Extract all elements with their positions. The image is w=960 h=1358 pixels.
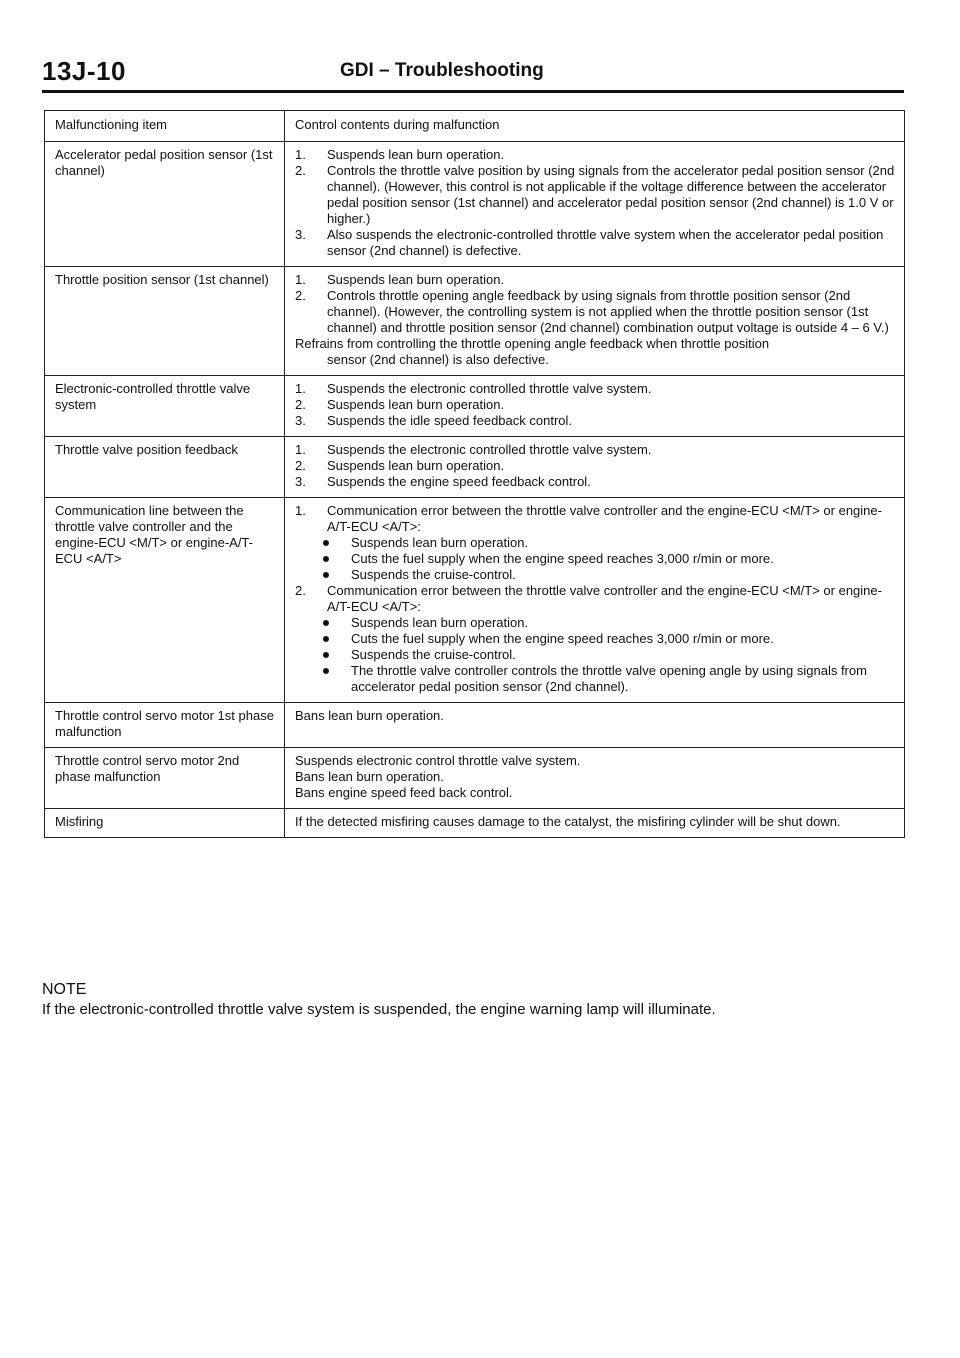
control-line: Bans engine speed feed back control.: [295, 785, 513, 800]
step-number: 1.: [295, 381, 306, 396]
table-header-row: [45, 111, 905, 142]
step-text: Controls throttle opening angle feedback by using signals from throttle position sensor (2nd channel). (However, the controlling system is not applied when the throttle position sensor (1st channel) and throttle position sensor (2nd channel) combination output voltage is outside 4 – 6 V.): [327, 288, 889, 335]
control-contents: [285, 809, 905, 838]
table-row: [45, 437, 905, 498]
bullet-item: Suspends the cruise-control.: [295, 567, 896, 583]
malfunction-item: Communication line between the throttle valve controller and the engine-ECU <M/T> or engine-A/T-ECU <A/T>: [45, 498, 285, 703]
malfunction-item: Throttle valve position feedback: [45, 437, 285, 498]
control-contents: [285, 748, 905, 809]
step-text: Suspends the idle speed feedback control.: [327, 413, 573, 428]
malfunction-item: Throttle position sensor (1st channel): [45, 267, 285, 376]
step: [295, 503, 896, 583]
step-number: 3.: [295, 227, 306, 242]
step: [295, 413, 896, 429]
note-block: [42, 980, 912, 1020]
page-number: 13J-10: [42, 56, 126, 86]
column-header-item: Malfunctioning item: [45, 111, 285, 142]
control-contents: [285, 376, 905, 437]
step-text: Suspends the engine speed feedback control.: [327, 474, 591, 489]
bullet-item: Suspends the cruise-control.: [295, 647, 896, 663]
step: [295, 474, 896, 490]
step-number: 3.: [295, 474, 306, 489]
bullet-item: Suspends lean burn operation.: [295, 535, 896, 551]
table-row: [45, 498, 905, 703]
step: [295, 397, 896, 413]
step-text: Suspends lean burn operation.: [327, 147, 505, 162]
table-row: [45, 748, 905, 809]
page-header: [42, 56, 904, 86]
step: [295, 163, 896, 227]
step: [295, 442, 896, 458]
step-number: 3.: [295, 413, 306, 428]
step-text: Communication error between the throttle valve controller and the engine-ECU <M/T> or engine-A/T-ECU <A/T>:: [327, 583, 882, 614]
troubleshooting-table: [44, 110, 905, 838]
table-row: [45, 376, 905, 437]
control-line: Suspends electronic control throttle valve system.: [295, 753, 581, 768]
step-text: Suspends lean burn operation.: [327, 272, 505, 287]
step: [295, 272, 896, 288]
bullet-item: Suspends lean burn operation.: [295, 615, 896, 631]
step-number: 1.: [295, 272, 306, 287]
malfunction-item: Electronic-controlled throttle valve system: [45, 376, 285, 437]
step-text: Suspends lean burn operation.: [327, 397, 505, 412]
step-number: 2.: [295, 288, 306, 303]
malfunction-item: Throttle control servo motor 2nd phase malfunction: [45, 748, 285, 809]
table-row: [45, 142, 905, 267]
control-contents: [285, 142, 905, 267]
step-text: Suspends lean burn operation.: [327, 458, 505, 473]
step-text: Controls the throttle valve position by using signals from the accelerator pedal position sensor (2nd channel). (However, this control is not applicable if the voltage difference between the accelerator pedal position sensor (1st channel) and accelerator pedal position sensor (2nd channel) is 1.0 V or higher.): [327, 163, 895, 226]
control-line: Bans lean burn operation.: [295, 708, 444, 723]
note-text: If the electronic-controlled throttle valve system is suspended, the engine warning lamp will illuminate.: [42, 1001, 716, 1018]
bullet-item: Cuts the fuel supply when the engine speed reaches 3,000 r/min or more.: [295, 551, 896, 567]
control-line: If the detected misfiring causes damage to the catalyst, the misfiring cylinder will be shut down.: [295, 814, 841, 829]
step-number: 2.: [295, 583, 306, 598]
page-title: GDI – Troubleshooting: [340, 60, 544, 81]
step: [295, 583, 896, 695]
step-number: 1.: [295, 147, 306, 162]
step: [295, 381, 896, 397]
malfunction-item: Throttle control servo motor 1st phase malfunction: [45, 703, 285, 748]
control-contents: [285, 267, 905, 376]
step-number: 2.: [295, 397, 306, 412]
bullet-item: The throttle valve controller controls the throttle valve opening angle by using signals from accelerator pedal position sensor (2nd channel).: [295, 663, 896, 695]
step: [295, 288, 896, 336]
step-number: 1.: [295, 442, 306, 457]
step: [295, 227, 896, 259]
table-row: [45, 267, 905, 376]
step: [295, 458, 896, 474]
control-contents: [285, 437, 905, 498]
step-number: 1.: [295, 503, 306, 518]
refrain-note-line: sensor (2nd channel) is also defective.: [327, 352, 549, 367]
control-contents: [285, 498, 905, 703]
step-text: Also suspends the electronic-controlled throttle valve system when the accelerator pedal position sensor (2nd channel) is defective.: [327, 227, 884, 258]
malfunction-item: Misfiring: [45, 809, 285, 838]
malfunction-item: Accelerator pedal position sensor (1st channel): [45, 142, 285, 267]
step-text: Suspends the electronic controlled throttle valve system.: [327, 381, 652, 396]
step-text: Communication error between the throttle valve controller and the engine-ECU <M/T> or engine-A/T-ECU <A/T>:: [327, 503, 882, 534]
table-row: [45, 809, 905, 838]
step-number: 2.: [295, 163, 306, 178]
step: [295, 147, 896, 163]
bullet-item: Cuts the fuel supply when the engine speed reaches 3,000 r/min or more.: [295, 631, 896, 647]
step-number: 2.: [295, 458, 306, 473]
control-contents: [285, 703, 905, 748]
column-header-control: Control contents during malfunction: [285, 111, 905, 142]
table-row: [45, 703, 905, 748]
refrain-note-line: Refrains from controlling the throttle opening angle feedback when throttle position: [295, 336, 770, 351]
step-text: Suspends the electronic controlled throttle valve system.: [327, 442, 652, 457]
note-title: NOTE: [42, 981, 87, 998]
header-rule: [42, 90, 904, 93]
control-line: Bans lean burn operation.: [295, 769, 444, 784]
